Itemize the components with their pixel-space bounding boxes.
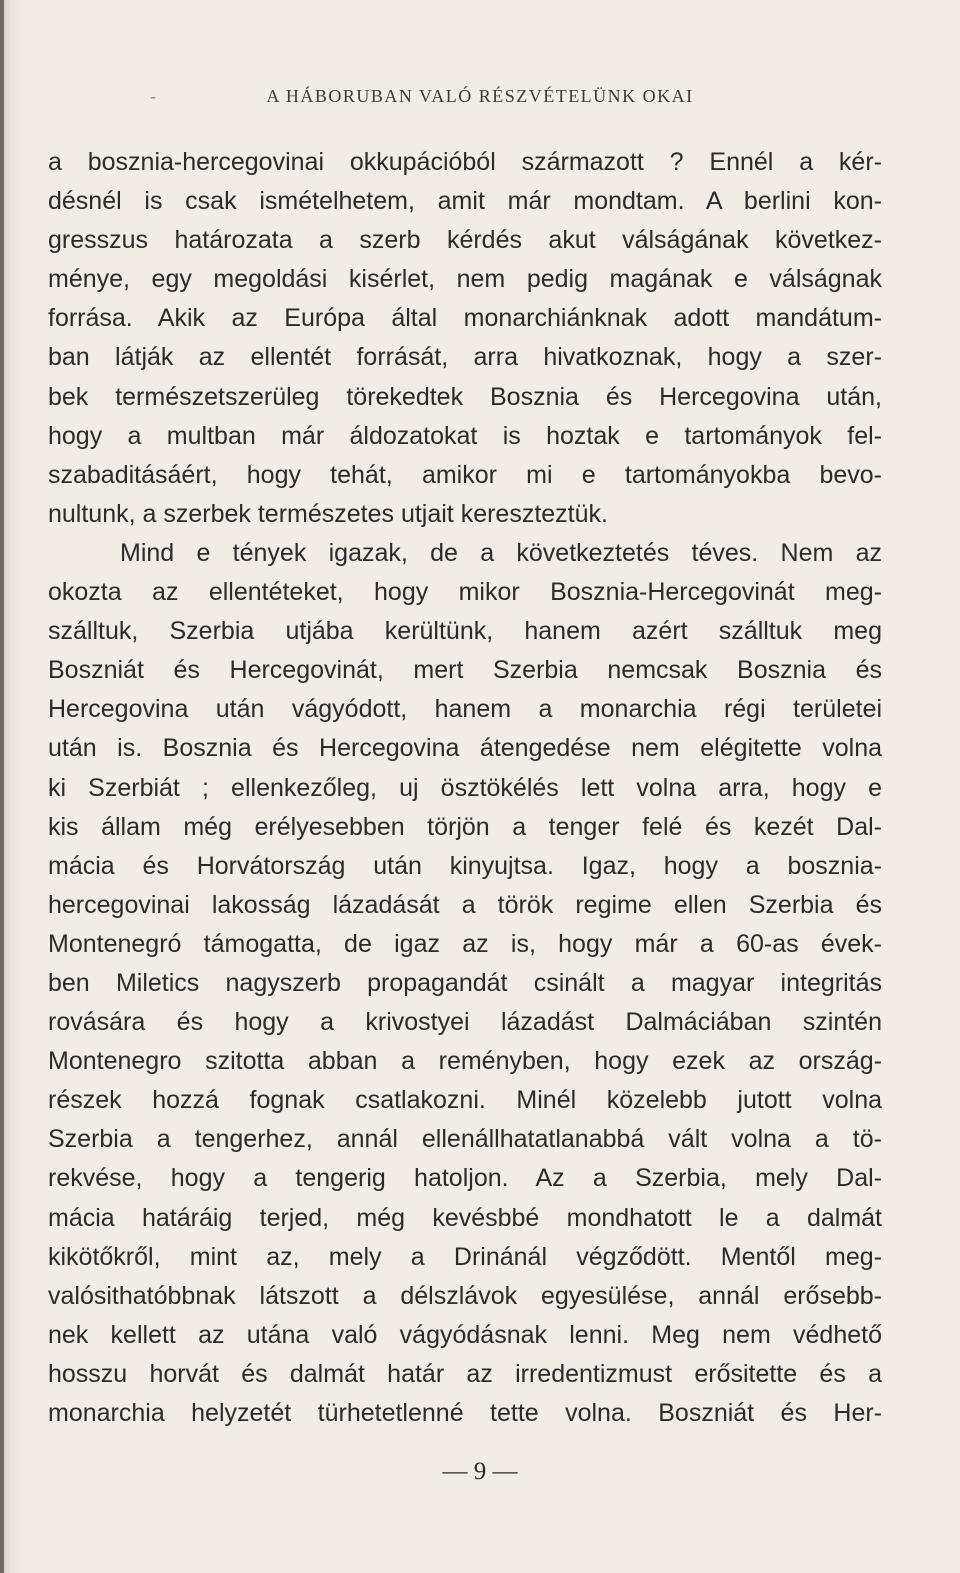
text-line: után is. Bosznia és Hercegovina átengedése nem elégitette volna bbox=[48, 734, 882, 763]
text-line: rekvése, hogy a tengerig hatoljon. Az a Szerbia, mely Dal- bbox=[48, 1164, 882, 1193]
text-line: Montenegro szitotta abban a reményben, hogy ezek az ország- bbox=[48, 1047, 882, 1076]
binding-edge bbox=[0, 0, 4, 1573]
text-line: hercegovinai lakosság lázadását a török regime ellen Szerbia és bbox=[48, 890, 882, 919]
text-line: Montenegró támogatta, de igaz az is, hogy már a 60-as évek- bbox=[48, 929, 882, 958]
text-line: mácia és Horvátország után kinyujtsa. Igaz, hogy a bosznia- bbox=[48, 851, 882, 880]
text-line: Szerbia a tengerhez, annál ellenállhatatlanabbá vált volna a tö- bbox=[48, 1125, 882, 1154]
text-line: ben Miletics nagyszerb propagandát csinált a magyar integritás bbox=[48, 968, 882, 997]
text-line: kikötőkről, mint az, mely a Drinánál végződött. Mentől meg- bbox=[48, 1242, 882, 1271]
running-head-title: A HÁBORUBAN VALÓ RÉSZVÉTELÜNK OKAI bbox=[266, 86, 694, 106]
body-text bbox=[48, 143, 882, 1433]
text-line: Boszniát és Hercegovinát, mert Szerbia nemcsak Bosznia és bbox=[48, 656, 882, 685]
text-line: ban látják az ellentét forrását, arra hivatkoznak, hogy a szer- bbox=[48, 343, 882, 372]
text-line: szálltuk, Szerbia utjába kerültünk, hanem azért szálltuk meg bbox=[48, 617, 882, 646]
text-line: részek hozzá fognak csatlakozni. Minél közelebb jutott volna bbox=[48, 1086, 882, 1115]
text-line: hogy a multban már áldozatokat is hoztak e tartományok fel- bbox=[48, 421, 882, 450]
text-line: okozta az ellentéteket, hogy mikor Bosznia-Hercegovinát meg- bbox=[48, 578, 882, 607]
running-head-mark: - bbox=[150, 86, 156, 106]
text-line: hosszu horvát és dalmát határ az irredentizmust erősitette és a bbox=[48, 1359, 882, 1388]
running-head bbox=[0, 86, 960, 107]
text-line: ki Szerbiát ; ellenkezőleg, uj ösztökélés lett volna arra, hogy e bbox=[48, 773, 882, 802]
paragraph-last-line: nultunk, a szerbek természetes utjait kereszteztük. bbox=[48, 499, 608, 528]
text-line: kis állam még erélyesebben törjön a tenger felé és kezét Dal- bbox=[48, 812, 882, 841]
text-line: désnél is csak ismételhetem, amit már mondtam. A berlini kon- bbox=[48, 187, 882, 216]
text-line: nek kellett az utána való vágyódásnak lenni. Meg nem védhető bbox=[48, 1320, 882, 1349]
text-line: ménye, egy megoldási kisérlet, nem pedig magának e válságnak bbox=[48, 265, 882, 294]
text-line: Hercegovina után vágyódott, hanem a monarchia régi területei bbox=[48, 695, 882, 724]
text-line: a bosznia-hercegovinai okkupációból származott ? Ennél a kér- bbox=[48, 148, 882, 176]
text-line: bek természetszerüleg törekedtek Bosznia és Hercegovina után, bbox=[48, 382, 882, 411]
text-line: szabaditásáért, hogy tehát, amikor mi e tartományokba bevo- bbox=[48, 460, 882, 489]
text-line: monarchia helyzetét türhetetlenné tette volna. Boszniát és Her- bbox=[48, 1399, 882, 1427]
paragraph-first-line: Mind e tények igazak, de a következtetés téves. Nem az bbox=[120, 538, 882, 567]
text-line: gresszus határozata a szerb kérdés akut válságának következ- bbox=[48, 226, 882, 255]
text-line: valósithatóbbnak látszott a délszlávok egyesülése, annál erősebb- bbox=[48, 1281, 882, 1310]
text-line: forrása. Akik az Európa által monarchiánknak adott mandátum- bbox=[48, 304, 882, 333]
page-number: — 9 — bbox=[442, 1458, 518, 1485]
text-line: mácia határáig terjed, még kevésbbé mondhatott le a dalmát bbox=[48, 1203, 882, 1232]
text-line: rovására és hogy a krivostyei lázadást Dalmáciában szintén bbox=[48, 1008, 882, 1037]
